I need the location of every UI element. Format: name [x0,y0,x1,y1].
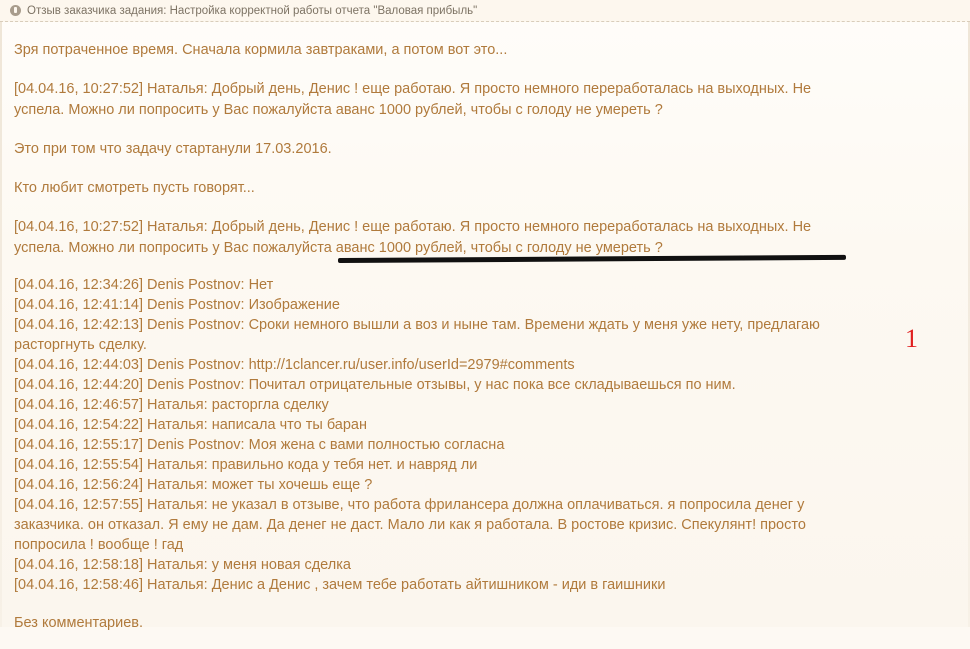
list-item: [04.04.16, 12:34:26] Denis Postnov: Нет [14,277,274,293]
list-item: [04.04.16, 12:46:57] Наталья: расторгла сделку [14,397,329,413]
chat-log [14,275,874,595]
list-item: [04.04.16, 12:55:54] Наталья: правильно кода у тебя нет. и навряд ли [14,457,478,473]
intro-text: Зря потраченное время. Сначала кормила завтраками, а потом вот это... [14,42,508,58]
feedback-content [0,22,970,649]
quote-block-1: [04.04.16, 10:27:52] Наталья: Добрый день, Денис ! еще работаю. Я просто немного переработалась на выходных. Не успела. Можно ли попросить у Вас пожалуйста аванс 1000 рублей, чтобы с голоду не умереть ? [14,81,812,118]
note-start-date: Это при том что задачу стартанули 17.03.2016. [14,141,332,157]
page-header [0,0,970,22]
quote-block-2: [04.04.16, 10:27:52] Наталья: Добрый день, Денис ! еще работаю. Я просто немного переработалась на выходных. Не успела. Можно ли попросить у Вас пожалуйста аванс 1000 рублей, чтобы с голоду не умереть ? [14,219,812,256]
list-item: [04.04.16, 12:54:22] Наталья: написала что ты баран [14,417,367,433]
list-item: [04.04.16, 12:55:17] Denis Postnov: Моя жена с вами полностью согласна [14,437,505,453]
note-invitation: Кто любит смотреть пусть говорят... [14,180,255,196]
list-item: [04.04.16, 12:57:55] Наталья: не указал в отзыве, что работа фрилансера должна оплачиваться. я попросила денег у заказчика. он отказал. Я ему не дам. Да денег не даст. Мало ли как я работала. В ростове кризис. Спекулянт! просто попросила ! вообще ! гад [14,497,806,553]
list-item: [04.04.16, 12:58:18] Наталья: у меня новая сделка [14,557,351,573]
list-item: [04.04.16, 12:41:14] Denis Postnov: Изображение [14,297,340,313]
list-item: [04.04.16, 12:56:24] Наталья: может ты хочешь еще ? [14,477,373,493]
user-feedback-icon [10,5,21,16]
outro-text: Без комментариев. [14,615,144,631]
list-item: [04.04.16, 12:44:20] Denis Postnov: Почитал отрицательные отзывы, у нас пока все складываешься по ним. [14,377,736,393]
list-item: [04.04.16, 12:42:13] Denis Postnov: Сроки немного вышли а воз и ныне там. Времени ждать у меня уже нету, предлагаю расторгнуть сделку. [14,317,820,353]
annotation-marker-1: 1 [905,324,918,353]
list-item: [04.04.16, 12:44:03] Denis Postnov: http://1clancer.ru/user.info/userId=2979#comments [14,357,575,373]
list-item: [04.04.16, 12:58:46] Наталья: Денис а Денис , зачем тебе работать айтишником - иди в гаишники [14,577,666,593]
header-title: Отзыв заказчика задания: Настройка корректной работы отчета "Валовая прибыль" [27,4,478,17]
